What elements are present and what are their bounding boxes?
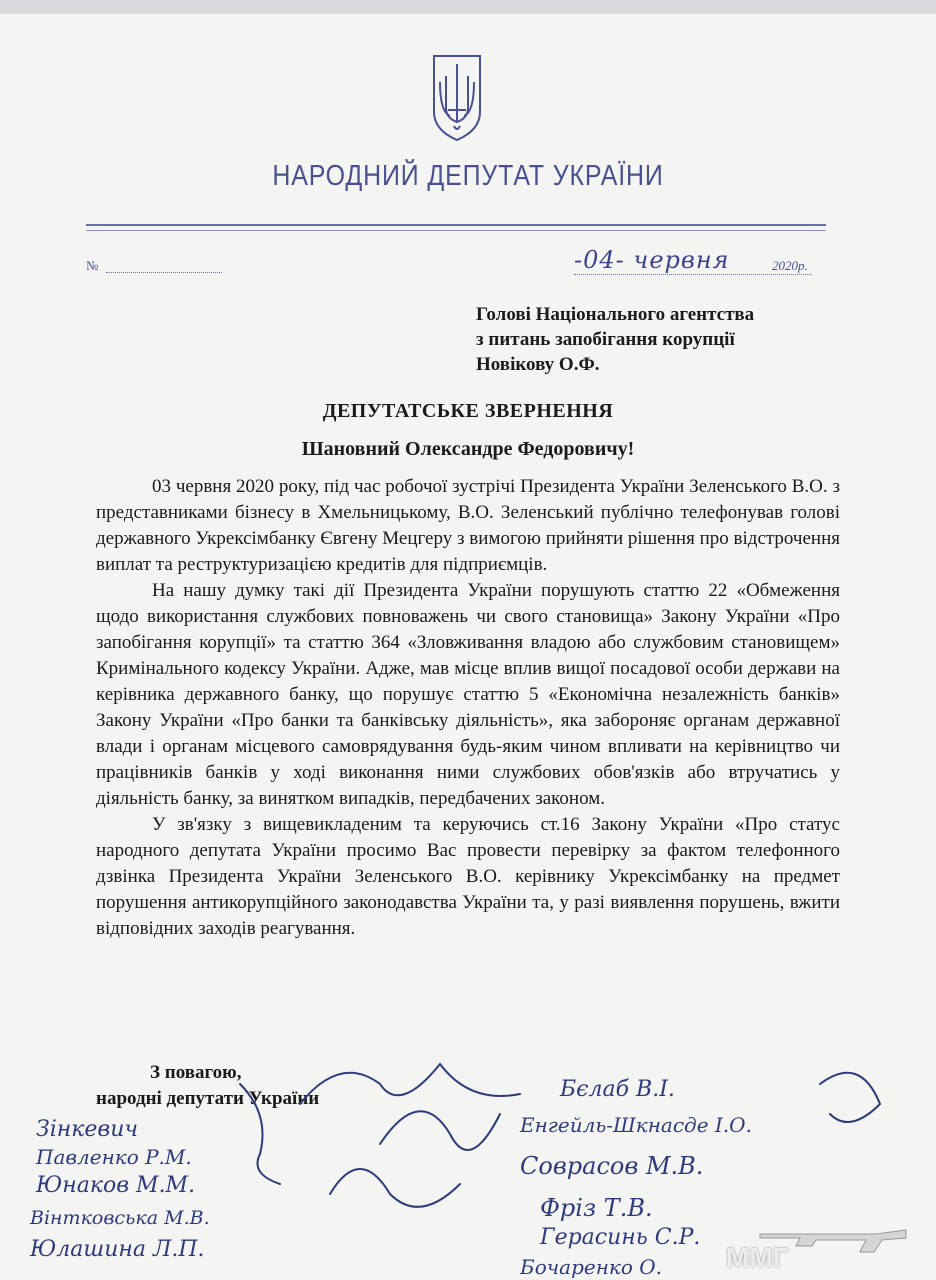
signature-scribble [300, 1064, 520, 1104]
signature: Павленко Р.М. [36, 1145, 192, 1169]
header-rule [86, 224, 826, 226]
closing-line: народні депутати України [96, 1088, 320, 1109]
signature: Зінкевич [36, 1117, 139, 1142]
signature: Юнаков М.М. [36, 1173, 196, 1198]
watermark: ММГ [726, 1242, 789, 1273]
signature: Соврасов М.В. [520, 1152, 704, 1180]
document-title: ДЕПУТАТСЬКЕ ЗВЕРНЕННЯ [322, 400, 614, 422]
body-paragraph: На нашу думку такі дії Президента України порушують статтю 22 «Обмеження щодо використання службових повноважень чи свого становища» Закону України «Про запобігання корупції» та статтю 364 «Зловживання владою або службовим становищем» Кримінального кодексу України. Адже, мав місце вплив вищої посадової особи держави на керівника державного банку, що порушує статтю 5 «Економічна незалежність банків» Закону України «Про банки та банківську діяльність», яка забороняє органам державної влади і органам місцевого самоврядування будь-яким чином впливати на керівництво чи працівників банків у ході виконання ними службових обов'язків або втручатись у діяльність банку, за винятком випадків, передбачених законом. [96, 580, 840, 809]
addressee-line: з питань запобігання корупції [476, 329, 735, 350]
addressee-block [476, 302, 754, 377]
signature-scribble [820, 1073, 880, 1122]
signature: Фріз Т.В. [540, 1194, 653, 1222]
signature: Бєлаб В.І. [560, 1077, 675, 1102]
date-field-line [574, 274, 812, 275]
addressee-line: Новікову О.Ф. [476, 354, 600, 375]
signature-scribble [330, 1169, 460, 1207]
number-field-line [106, 272, 222, 273]
trident-emblem-icon [428, 52, 486, 142]
body-paragraph: У зв'язку з вищевикладеним та керуючись ст.16 Закону України «Про статус народного депутата України просимо Вас провести перевірку за фактом телефонного дзвінка Президента України Зеленського В.О. керівнику Укрексімбанку на предмет порушення антикорупційного законодавства України та, у разі виявлення порушень, вжити відповідних заходів реагування. [96, 814, 840, 939]
signature: Енгейль-Шкнасде І.О. [520, 1113, 752, 1137]
signature-scribble [240, 1084, 280, 1184]
signature-scribble [380, 1111, 500, 1150]
salutation: Шановний Олександре Федоровичу! [301, 438, 635, 460]
signature: Бочаренко О. [520, 1255, 663, 1279]
addressee-line: Голові Національного агентства [476, 304, 755, 325]
body-paragraph: 03 червня 2020 року, під час робочої зустрічі Президента України Зеленського В.О. з представниками бізнесу в Хмельницькому, В.О. Зеленський публічно телефонував голові державного Укрексімбанку Євгену Мецгеру з вимогою прийняти рішення про відстрочення виплат та реструктуризацією кредитів для підприємців. [96, 476, 840, 575]
date-handwritten: -04- червня [574, 246, 730, 274]
date-year: 2020р. [772, 258, 808, 273]
header-rule-thin [86, 230, 826, 231]
number-label: № [86, 258, 99, 273]
org-title: НАРОДНИЙ ДЕПУТАТ УКРАЇНИ [272, 160, 664, 192]
signature: Юлашина Л.П. [30, 1237, 205, 1262]
signature: Герасинь С.Р. [540, 1225, 701, 1250]
signature: Вінтковська М.В. [30, 1207, 210, 1229]
document-sheet [0, 14, 936, 1280]
document-body [96, 474, 840, 942]
closing-line: З повагою, [150, 1062, 242, 1083]
